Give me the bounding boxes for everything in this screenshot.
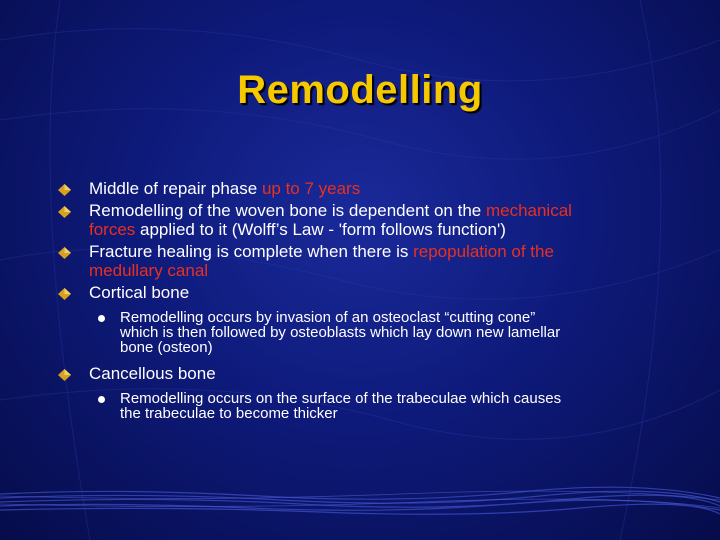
bullet-item bbox=[58, 242, 668, 280]
sub-bullet-line: which is then followed by osteoblasts which lay down new lamellar bbox=[120, 324, 561, 341]
bullet-text: Middle of repair phase bbox=[89, 179, 262, 198]
bullet-item bbox=[58, 201, 668, 239]
bullet-text: Remodelling of the woven bone is dependent on the bbox=[89, 201, 486, 220]
sub-bullet-line: the trabeculae to become thicker bbox=[120, 405, 338, 422]
diamond-bullet-icon bbox=[58, 288, 71, 300]
bullet-highlight: up to 7 years bbox=[261, 179, 361, 198]
diamond-bullet-icon bbox=[58, 369, 71, 381]
bullet-highlight: repopulation of the bbox=[413, 242, 554, 261]
bullet-text: applied to it (Wolff’s Law - 'form follows function') bbox=[135, 220, 506, 239]
bullet-highlight: forces bbox=[89, 220, 136, 239]
diamond-bullet-icon bbox=[58, 206, 71, 218]
sub-bullet-line: bone (osteon) bbox=[120, 339, 213, 356]
bullet-list bbox=[58, 179, 668, 430]
bullet-line bbox=[89, 220, 668, 239]
bullet-item bbox=[58, 364, 668, 383]
bullet-item bbox=[58, 283, 668, 302]
diamond-bullet-icon bbox=[58, 184, 71, 196]
diamond-bullet-icon bbox=[58, 247, 71, 259]
bullet-highlight: mechanical bbox=[485, 201, 572, 220]
bullet-item bbox=[58, 179, 668, 198]
sub-bullet-line: Remodelling occurs by invasion of an osteoclast “cutting cone” bbox=[120, 309, 536, 326]
bottom-decoration bbox=[0, 480, 720, 540]
slide-title: Remodelling bbox=[237, 68, 483, 112]
bullet-highlight: medullary canal bbox=[89, 261, 209, 280]
sub-bullet-item bbox=[58, 391, 668, 421]
dot-bullet-icon bbox=[98, 396, 105, 403]
bullet-text: Fracture healing is complete when there is bbox=[89, 242, 414, 261]
bullet-text: Cancellous bone bbox=[89, 364, 216, 383]
dot-bullet-icon bbox=[98, 315, 105, 322]
sub-bullet-line: Remodelling occurs on the surface of the trabeculae which causes bbox=[120, 390, 562, 407]
bullet-text: Cortical bone bbox=[89, 283, 190, 302]
sub-bullet-item bbox=[58, 310, 668, 355]
